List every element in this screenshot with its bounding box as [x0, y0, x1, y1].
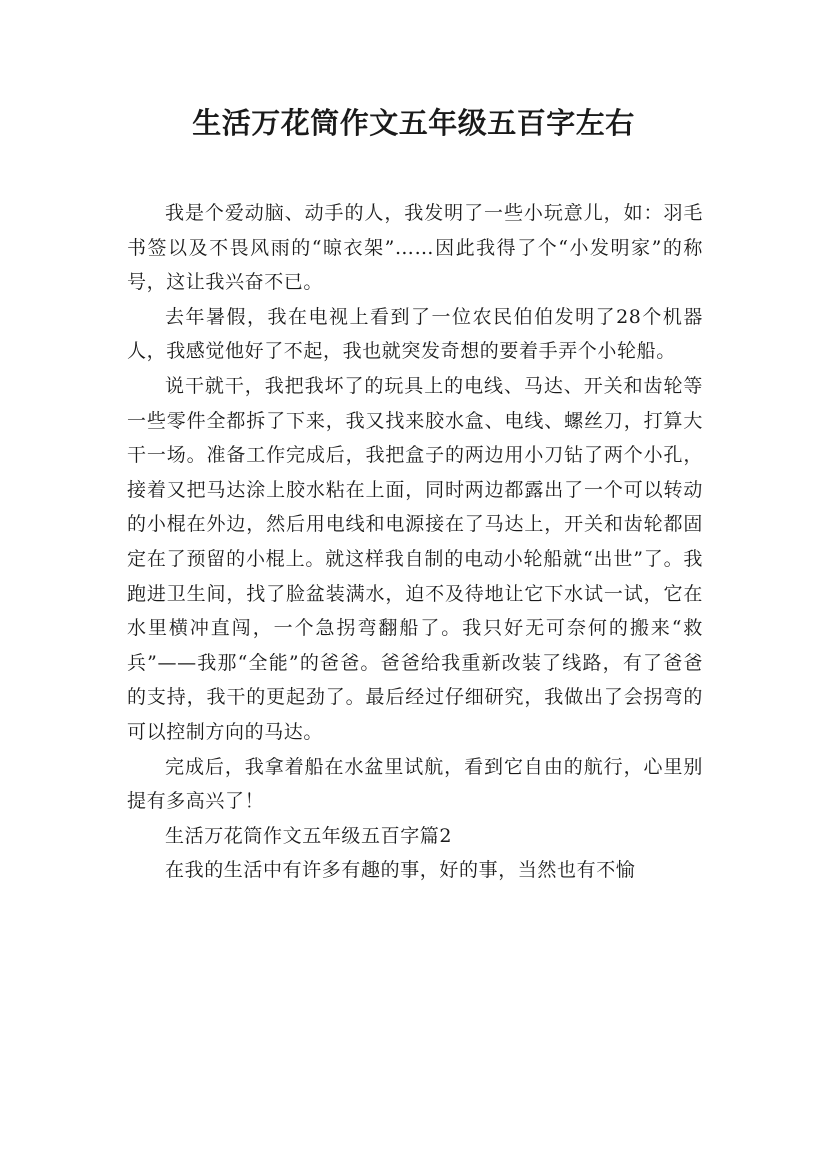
paragraph: 说干就干，我把我坏了的玩具上的电线、马达、开关和齿轮等一些零件全都拆了下来，我又找来胶水盒、电线、螺丝刀，打算大干一场。准备工作完成后，我把盒子的两边用小刀钻了两个小孔，接着又把马达涂上胶水粘在上面，同时两边都露出了一个可以转动的小棍在外边，然后用电线和电源接在了马达上，开关和齿轮都固定在了预留的小棍上。就这样我自制的电动小轮船就“出世”了。我跑进卫生间，找了脸盆装满水，迫不及待地让它下水试一试，它在水里横冲直闯，一个急拐弯翻船了。我只好无可奈何的搬来“救兵”——我那“全能”的爸爸。爸爸给我重新改装了线路，有了爸爸的支持，我干的更起劲了。最后经过仔细研究，我做出了会拐弯的可以控制方向的马达。	[127, 374, 703, 743]
paragraph: 我是个爱动脑、动手的人，我发明了一些小玩意儿，如：羽毛书签以及不畏风雨的“晾衣架”……因此我得了个“小发明家”的称号，这让我兴奋不已。	[127, 202, 703, 294]
paragraph: 去年暑假，我在电视上看到了一位农民伯伯发明了28个机器人，我感觉他好了不起，我也就突发奇想的要着手弄个小轮船。	[127, 305, 703, 363]
section-heading: 生活万花筒作文五年级五百字篇2	[165, 824, 453, 847]
document-title: 生活万花筒作文五年级五百字左右	[192, 106, 635, 140]
document-body	[127, 196, 703, 888]
paragraph: 在我的生活中有许多有趣的事，好的事，当然也有不愉	[165, 859, 636, 882]
paragraph: 完成后，我拿着船在水盆里试航，看到它自由的航行，心里别提有多高兴了！	[127, 755, 703, 813]
